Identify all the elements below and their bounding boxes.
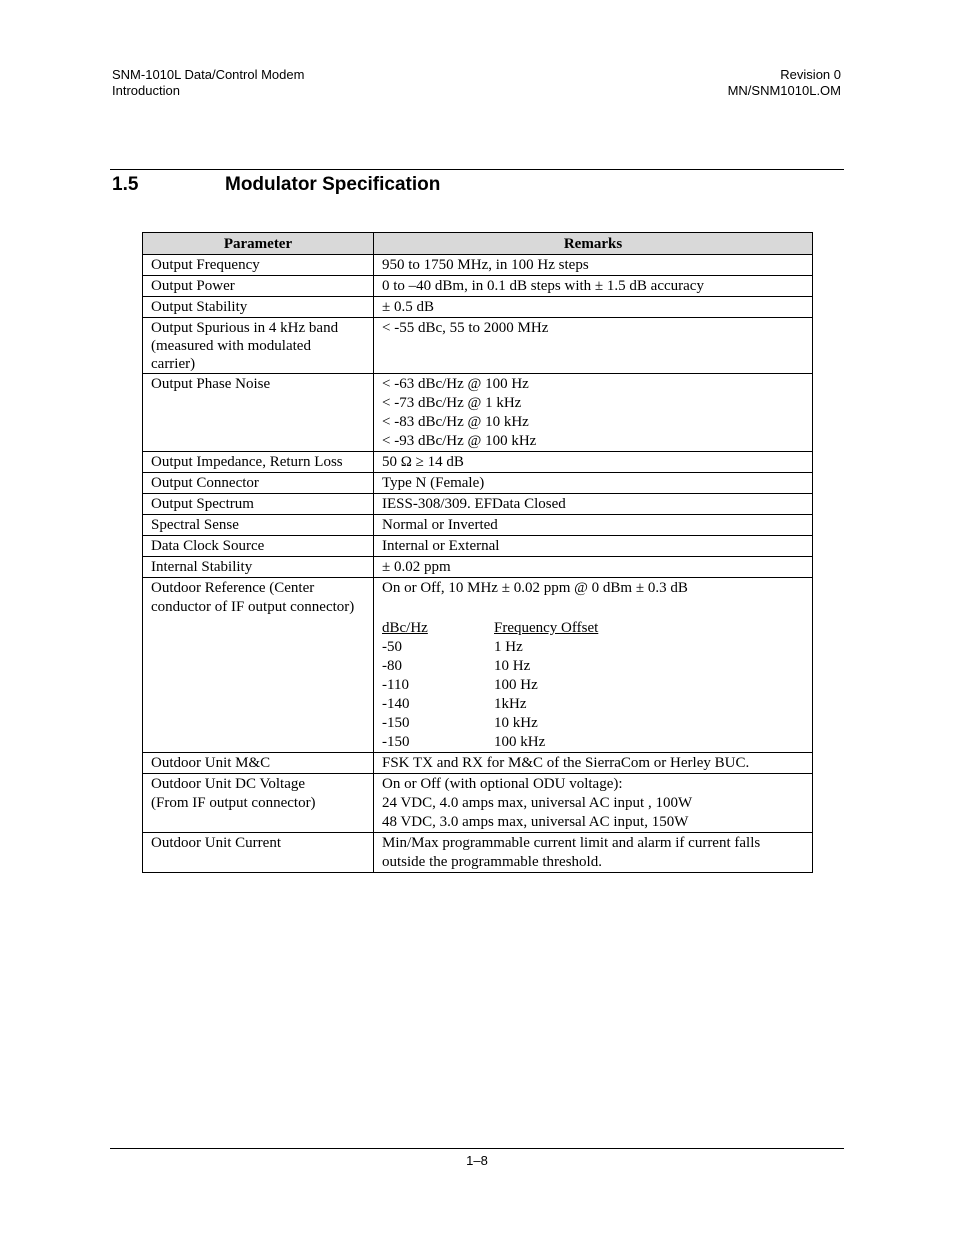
table-header-row (143, 233, 813, 255)
parameter-cell (143, 774, 374, 833)
table-row (143, 578, 813, 753)
parameter-text: Output Stability (151, 299, 248, 315)
remarks-text: 48 VDC, 3.0 amps max, universal AC input, 150W (382, 814, 689, 830)
section-title: Modulator Specification (225, 174, 441, 195)
parameter-cell (143, 374, 374, 452)
table-row (143, 297, 813, 318)
running-header-right (728, 67, 841, 99)
section-heading (112, 173, 440, 197)
table-row (143, 276, 813, 297)
remarks-cell (374, 515, 813, 536)
remarks-cell (374, 452, 813, 473)
remarks-text: outside the programmable threshold. (382, 854, 602, 870)
remarks-text: Normal or Inverted (382, 517, 498, 533)
page-number: 1–8 (466, 1153, 488, 1168)
remarks-cell (374, 297, 813, 318)
parameter-cell (143, 833, 374, 873)
table-row (143, 833, 813, 873)
parameter-cell (143, 297, 374, 318)
offset-frequency-value: 10 Hz (494, 658, 531, 674)
offset-row (382, 733, 804, 752)
remarks-text: < -73 dBc/Hz @ 1 kHz (382, 395, 522, 411)
remarks-text: ± 0.02 ppm (382, 559, 451, 575)
parameter-text: carrier) (151, 356, 196, 372)
remarks-text: < -55 dBc, 55 to 2000 MHz (382, 320, 549, 336)
section-number: 1.5 (112, 174, 139, 195)
offset-frequency-value: 1kHz (494, 696, 527, 712)
table-row (143, 557, 813, 578)
parameter-text: Internal Stability (151, 559, 253, 575)
offset-table-header (382, 619, 804, 638)
spacer (382, 598, 804, 619)
table-row (143, 494, 813, 515)
offset-dbc-value: -50 (382, 639, 402, 655)
remarks-text: < -83 dBc/Hz @ 10 kHz (382, 414, 529, 430)
offset-dbc-value: -80 (382, 658, 402, 674)
remarks-cell (374, 833, 813, 873)
parameter-text: Outdoor Unit Current (151, 835, 281, 851)
parameter-text: Output Phase Noise (151, 376, 271, 392)
column-header-parameter: Parameter (143, 233, 374, 255)
parameter-text: Output Power (151, 278, 235, 294)
parameter-cell (143, 536, 374, 557)
parameter-cell (143, 452, 374, 473)
parameter-text: Output Impedance, Return Loss (151, 454, 343, 470)
remarks-cell (374, 374, 813, 452)
parameter-cell (143, 557, 374, 578)
parameter-text: Output Spectrum (151, 496, 254, 512)
remarks-cell (374, 318, 813, 374)
parameter-cell (143, 578, 374, 753)
table-row (143, 515, 813, 536)
offset-dbc-value: -150 (382, 734, 410, 750)
table-row (143, 473, 813, 494)
offset-frequency-value: 1 Hz (494, 639, 523, 655)
parameter-text: Data Clock Source (151, 538, 265, 554)
offset-frequency-value: 10 kHz (494, 715, 538, 731)
table-row (143, 452, 813, 473)
parameter-text: Outdoor Unit M&C (151, 755, 271, 771)
table-row (143, 774, 813, 833)
table-row (143, 374, 813, 452)
parameter-text: (From IF output connector) (151, 795, 316, 811)
offset-row (382, 638, 804, 657)
parameter-cell (143, 494, 374, 515)
header-rule (110, 169, 844, 170)
parameter-cell (143, 255, 374, 276)
remarks-text: < -93 dBc/Hz @ 100 kHz (382, 433, 537, 449)
footer-rule (110, 1148, 844, 1149)
parameter-text: Output Frequency (151, 257, 260, 273)
offset-row (382, 676, 804, 695)
parameter-text: Output Spurious in 4 kHz band (151, 320, 339, 336)
manual-number: MN/SNM1010L.OM (727, 83, 841, 98)
offset-frequency-value: 100 kHz (494, 734, 546, 750)
offset-frequency-value: 100 Hz (494, 677, 538, 693)
parameter-text: Outdoor Unit DC Voltage (151, 776, 306, 792)
remarks-text: 0 to –40 dBm, in 0.1 dB steps with ± 1.5 dB accuracy (382, 278, 704, 294)
modulator-spec-table (142, 232, 813, 873)
column-header-remarks: Remarks (374, 233, 813, 255)
parameter-text: (measured with modulated (151, 338, 311, 354)
parameter-cell (143, 276, 374, 297)
remarks-text: Type N (Female) (382, 475, 485, 491)
remarks-cell (374, 255, 813, 276)
offset-row (382, 714, 804, 733)
parameter-cell (143, 753, 374, 774)
parameter-text: Outdoor Reference (Center (151, 580, 315, 596)
parameter-cell (143, 318, 374, 374)
offset-header-frequency: Frequency Offset (494, 620, 599, 636)
offset-dbc-value: -140 (382, 696, 410, 712)
remarks-cell (374, 753, 813, 774)
remarks-text: 950 to 1750 MHz, in 100 Hz steps (382, 257, 589, 273)
parameter-text: Spectral Sense (151, 517, 239, 533)
remarks-text: IESS-308/309. EFData Closed (382, 496, 566, 512)
remarks-text: 24 VDC, 4.0 amps max, universal AC input , 100W (382, 795, 693, 811)
offset-row (382, 657, 804, 676)
remarks-text: FSK TX and RX for M&C of the SierraCom or Herley BUC. (382, 755, 750, 771)
remarks-text: 50 Ω ≥ 14 dB (382, 454, 464, 470)
table-row (143, 255, 813, 276)
remarks-cell (374, 578, 813, 753)
parameter-cell (143, 473, 374, 494)
offset-header-dbc: dBc/Hz (382, 620, 428, 636)
remarks-text: < -63 dBc/Hz @ 100 Hz (382, 376, 529, 392)
remarks-cell (374, 557, 813, 578)
table-row (143, 753, 813, 774)
remarks-text: ± 0.5 dB (382, 299, 434, 315)
table-row (143, 318, 813, 374)
remarks-cell (374, 494, 813, 515)
remarks-cell (374, 473, 813, 494)
revision-label: Revision 0 (780, 67, 841, 82)
remarks-text: Internal or External (382, 538, 500, 554)
parameter-text: Output Connector (151, 475, 259, 491)
table-body (143, 255, 813, 873)
remarks-cell (374, 536, 813, 557)
remarks-text: On or Off, 10 MHz ± 0.02 ppm @ 0 dBm ± 0.3 dB (382, 580, 688, 596)
remarks-cell (374, 276, 813, 297)
chapter-name: Introduction (112, 83, 180, 98)
parameter-cell (143, 515, 374, 536)
document-title: SNM-1010L Data/Control Modem (112, 67, 305, 82)
remarks-cell (374, 774, 813, 833)
running-header-left (112, 67, 304, 99)
parameter-text: conductor of IF output connector) (151, 599, 355, 615)
remarks-text: On or Off (with optional ODU voltage): (382, 776, 623, 792)
offset-dbc-value: -110 (382, 677, 409, 693)
remarks-text: Min/Max programmable current limit and alarm if current falls (382, 835, 761, 851)
table-row (143, 536, 813, 557)
offset-dbc-value: -150 (382, 715, 410, 731)
offset-row (382, 695, 804, 714)
